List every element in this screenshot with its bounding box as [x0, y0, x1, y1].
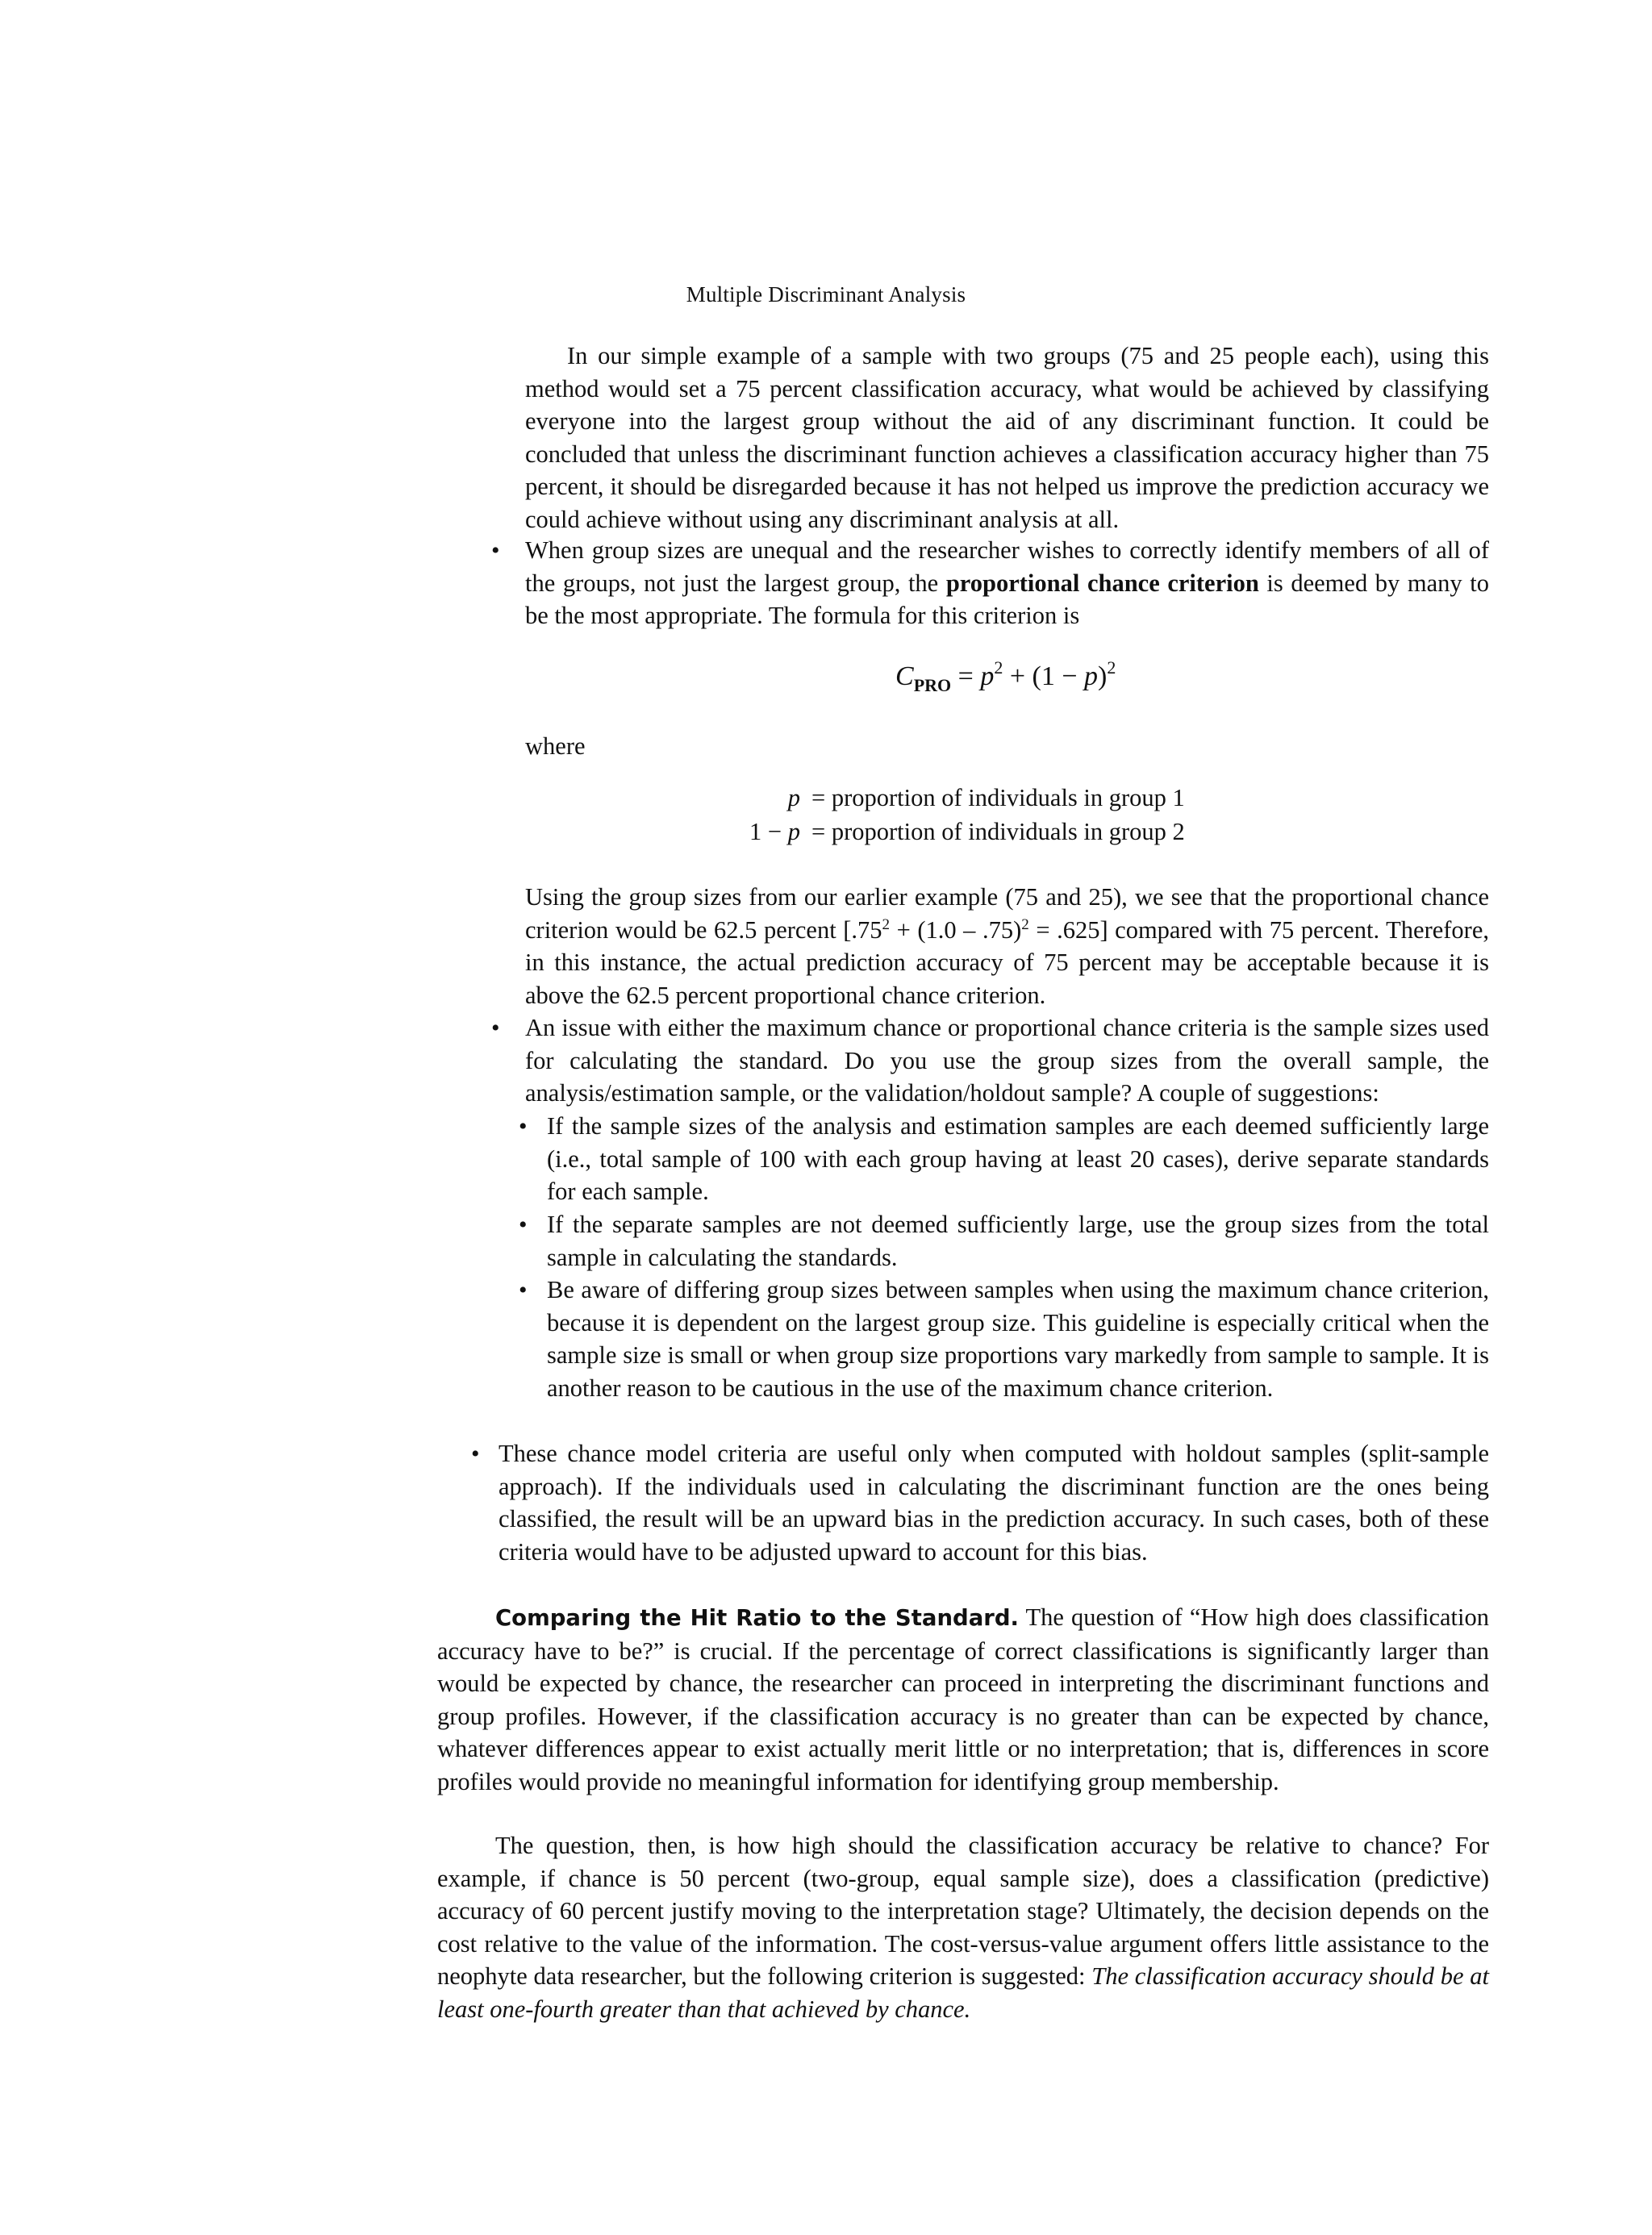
bullet-sample-size-issue: An issue with either the maximum chance or proportional chance criteria is the sample sizes used for calculating the standard. Do you use the group sizes from the overall sample, the analysis/estimation sample, or the validation/holdout sample? A couple of suggestions: — [525, 1014, 1489, 1107]
sub-bullet-marker: • — [519, 1113, 528, 1140]
paragraph-hit-ratio — [437, 1601, 1489, 1798]
paragraph-simple-example: In our simple example of a sample with two groups (75 and 25 people each), using this method would set a 75 percent classification accuracy, what would be achieved by classifying everyone into the largest group without the aid of any discriminant function. It could be concluded that unless the discriminant function achieves a classification accuracy higher than 75 percent, it should be disregarded because it has not helped us improve the prediction accuracy we could achieve without using any discriminant analysis at all. — [525, 342, 1489, 533]
bullet-holdout-samples: These chance model criteria are useful only when computed with holdout samples (split-sample approach). If the individuals used in calculating the discriminant function are the ones being classified, the result will be an upward bias in the prediction accuracy. In such cases, both of these criteria would have to be adjusted upward to account for this bias. — [499, 1440, 1489, 1566]
example-text-3: = .625] compared with 75 percent. Therefore, in this instance, the actual prediction accuracy of 75 percent may be acceptable because it is above the 62.5 percent proportional chance criterion. — [525, 915, 1490, 1009]
bullet-marker: • — [491, 537, 500, 564]
paragraph-hit-ratio-text: The question of “How high does classification accuracy have to be?” is crucial. If the percentage of correct classifications is significantly larger than would be expected by chance, the researcher can proceed in interpreting the discriminant functions and group profiles. However, if the classification accuracy is no greater than can be expected by chance, whatever differences appear to exist actually merit little or no interpretation; that is, differences in score profiles would provide no meaningful information for identifying group membership. — [437, 1603, 1490, 1795]
bullet-text-after: is deemed by many to be the most appropriate. The formula for this criterion is — [525, 569, 1489, 629]
paragraph-proportional-example — [525, 881, 1489, 1011]
bullet-text-before: When group sizes are unequal and the researcher wishes to correctly identify members of all of the groups, not just the largest group, the — [525, 536, 1489, 597]
bullet-marker: • — [471, 1441, 480, 1467]
definition-rhs: = proportion of individuals in group 2 — [811, 818, 1185, 845]
definition-lhs — [639, 818, 800, 846]
paragraph-relative-to-chance-text: The question, then, is how high should the classification accuracy be relative to chance? For example, if chance is 50 percent (two-group, equal sample size), does a classification (predictive) accuracy of 60 percent justify moving to the interpretation stage? Ultimately, the decision depends on the cost relative to the value of the information. The cost-versus-value argument offers little assistance to the neophyte data researcher, but the following criterion is suggested: — [437, 1832, 1489, 1990]
formula-equals: = — [951, 661, 981, 691]
criterion-italic: The classification accuracy should be at least one-fourth greater than that achieved by chance. — [437, 1962, 1490, 2023]
formula-p: p — [980, 661, 995, 691]
paragraph-relative-to-chance — [437, 1829, 1489, 2025]
definition-variable: p — [787, 784, 800, 811]
formula-lhs: C — [895, 661, 914, 691]
formula-square-2: 2 — [1107, 657, 1116, 678]
example-sup-2: 2 — [1021, 915, 1029, 933]
example-text-2: + (1.0 – .75) — [890, 915, 1022, 944]
definition-rhs: = proportion of individuals in group 1 — [811, 784, 1185, 811]
bullet-marker: • — [491, 1015, 500, 1041]
sub-bullet-marker: • — [519, 1277, 528, 1303]
definition-variable: p — [787, 818, 800, 845]
bullet-proportional-chance — [525, 534, 1489, 632]
formula-close: ) — [1098, 661, 1108, 691]
formula-p2: p — [1084, 661, 1098, 691]
formula-plus: + (1 − — [1003, 661, 1084, 691]
sub-bullet-item: If the separate samples are not deemed sufficiently large, use the group sizes from the total sample in calculating the standards. — [547, 1211, 1489, 1271]
sub-bullet-item: Be aware of differing group sizes between samples when using the maximum chance criterion, because it is dependent on the largest group size. This guideline is especially critical when the sample size is small or when group size proportions vary markedly from sample to sample. It is another reason to be cautious in the use of the maximum chance criterion. — [547, 1276, 1489, 1402]
sub-bullet-marker: • — [519, 1211, 528, 1238]
definition-lhs-prefix: 1 − — [749, 818, 788, 845]
section-heading: Comparing the Hit Ratio to the Standard. — [495, 1605, 1019, 1631]
sub-bullet-item: If the sample sizes of the analysis and estimation samples are each deemed sufficiently large (i.e., total sample of 100 with each group having at least 20 cases), derive separate standards for each sample. — [547, 1112, 1489, 1205]
running-head: Multiple Discriminant Analysis — [686, 282, 966, 306]
example-text-1: Using the group sizes from our earlier example (75 and 25), we see that the proportional chance criterion would be 62.5 percent [.75 — [525, 883, 1489, 944]
term-proportional-chance-criterion: proportional chance criterion — [945, 569, 1259, 597]
definition-lhs — [639, 784, 800, 812]
formula-square: 2 — [994, 657, 1003, 678]
formula-cpro — [895, 657, 1116, 695]
example-sup-1: 2 — [882, 915, 891, 933]
formula-subscript: PRO — [913, 675, 952, 695]
where-label: where — [525, 732, 586, 760]
